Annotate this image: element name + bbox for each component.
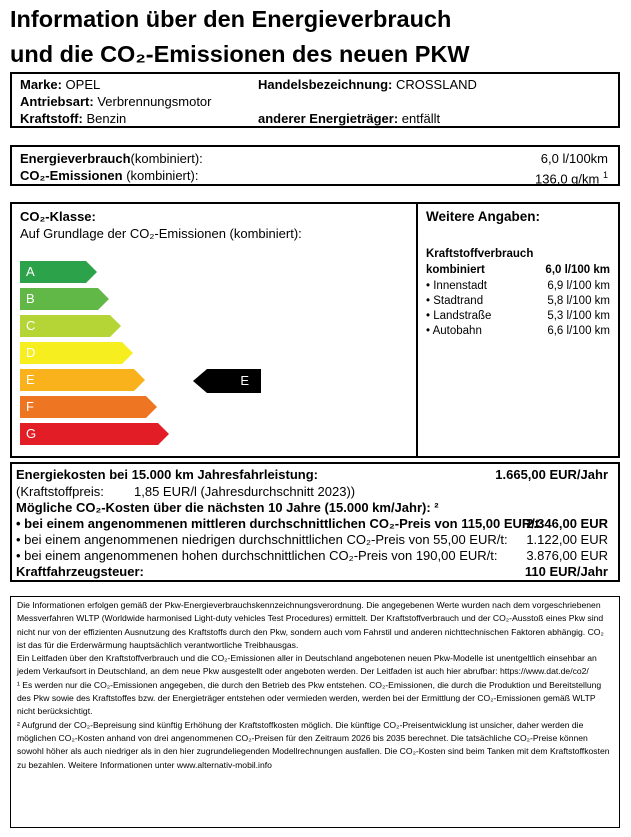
hoch-value: 3.876,00 EUR <box>526 548 608 563</box>
footer-paragraph-2: Ein Leitfaden über den Kraftstoffverbrauch und die CO₂-Emissionen aller in Deutschland angebotenen neuen Pkw-Modelle ist unentgeltlich einsehbar an jedem Verkaufsort in Deutschland, an dem neue Pkw ausgestellt oder angeboten werden. Der Leitfaden ist auch hier abrufbar: https://www.dat.de/co2/ <box>17 653 597 677</box>
kombiniert-value: 6,0 l/100 km <box>545 264 610 276</box>
weitere-item-label: • Innenstadt <box>426 280 487 292</box>
weitere-item-text: Autobahn <box>432 325 482 337</box>
anderer-label: anderer Energieträger: <box>258 111 399 126</box>
antrieb-label: Antriebsart: <box>20 94 94 109</box>
class-letter-c: C <box>26 318 36 333</box>
class-arrow-c <box>20 315 110 337</box>
energiekosten-label: Energiekosten bei 15.000 km Jahresfahrleistung: <box>16 467 319 482</box>
class-letter-d: D <box>26 345 36 360</box>
co2-value-wrap <box>535 167 608 187</box>
hoch-label: bei einem angenommenen hohen durchschnittlichen CO₂-Preis von 190,00 EUR/t: <box>24 548 498 563</box>
kraftstoffverbrauch-label: Kraftstoffverbrauch <box>426 248 534 260</box>
steuer-value: 110 EUR/Jahr <box>524 564 608 579</box>
class-letter-e: E <box>26 372 35 387</box>
niedrig-row: • bei einem angenommenen niedrigen durchschnittlichen CO₂-Preis von 55,00 EUR/t: <box>16 532 508 547</box>
energie-value: 6,0 l/100km <box>540 151 608 166</box>
weitere-title: Weitere Angaben: <box>426 209 541 224</box>
class-letter-g: G <box>26 426 37 441</box>
co2-class-label: CO₂-Klasse: <box>20 209 96 224</box>
co2kosten-label: Mögliche CO₂-Kosten über die nächsten 10 Jahre (15.000 km/Jahr): ² <box>16 500 439 515</box>
kraftstoff-label: Kraftstoff: <box>20 111 83 126</box>
vehicle-info-box <box>10 72 620 128</box>
mittel-value: 2.346,00 EUR <box>526 516 608 531</box>
class-letter-b: B <box>26 291 35 306</box>
title-line-2: und die CO₂-Emissionen des neuen PKW <box>10 41 470 67</box>
current-class-indicator <box>193 369 261 393</box>
co2-class-box <box>10 202 620 458</box>
niedrig-label: bei einem angenommenen niedrigen durchschnittlichen CO₂-Preis von 55,00 EUR/t: <box>24 532 508 547</box>
class-arrow-e <box>20 369 134 391</box>
class-letter-f: F <box>26 399 34 414</box>
class-arrow-f <box>20 396 146 418</box>
kraftstoff-value: Benzin <box>86 111 127 126</box>
kraftstoffpreis-value: 1,85 EUR/l (Jahresdurchschnitt 2023)) <box>134 484 356 499</box>
weitere-item-label: • Stadtrand <box>426 295 484 307</box>
weitere-item-value: 5,8 l/100 km <box>547 295 610 307</box>
class-arrow-a <box>20 261 86 283</box>
class-arrow-tip <box>86 261 97 283</box>
hoch-row: • bei einem angenommenen hohen durchschnittlichen CO₂-Preis von 190,00 EUR/t: <box>16 548 498 563</box>
class-arrow-d <box>20 342 122 364</box>
handel-row <box>258 76 477 93</box>
footer-paragraph-3: ¹ Es werden nur die CO₂-Emissionen angegeben, die durch den Betrieb des Pkw entstehen. CO₂-Emissionen, die durch die Produktion und Bereitstellung des Pkw sowie des Kraftstoffes bzw. der Energieträger entstehen oder vermieden werden, werden bei der Ermittlung der CO₂-Emissionen gemäß WLTP nicht berücksichtigt. <box>17 679 602 717</box>
class-arrow-g <box>20 423 158 445</box>
current-class-letter: E <box>207 369 261 393</box>
anderer-row <box>258 110 440 127</box>
antrieb-row <box>20 93 212 110</box>
mittel-row: • bei einem angenommenen mittleren durchschnittlichen CO₂-Preis von 115,00 EUR/t: <box>16 516 544 531</box>
footer-paragraph-1: Die Informationen erfolgen gemäß der Pkw-Energieverbrauchskennzeichnungsverordnung. Die angegebenen Werte wurden nach dem vorgeschriebenen Messverfahren WLTP (Worldwide harmonised Light-duty vehicles Test Procedures) ermittelt. Der Kraftstoffverbrauch und der CO₂-Ausstoß eines Pkw sind nicht nur von der effizienten Ausnutzung des Kraftstoffs durch den Pkw, sondern auch vom Fahrstil und anderen nichttechnischen Faktoren abhängig. CO₂ ist das für die Erderwärmung hauptsächlich verantwortliche Treibhausgas. <box>17 600 604 650</box>
consumption-box <box>10 145 620 186</box>
co2-value: 136,0 g/km <box>535 171 600 187</box>
kombiniert-label: kombiniert <box>426 264 485 276</box>
class-arrow-tip <box>146 396 157 418</box>
weitere-item-label: • Autobahn <box>426 325 482 337</box>
energie-row <box>20 150 203 167</box>
steuer-label: Kraftfahrzeugsteuer: <box>16 564 144 579</box>
anderer-value: entfällt <box>401 111 441 126</box>
class-arrow-tip <box>110 315 121 337</box>
marke-row <box>20 76 100 93</box>
class-arrow-tip <box>98 288 109 310</box>
mittel-label: bei einem angenommenen mittleren durchschnittlichen CO₂-Preis von 115,00 EUR/t: <box>24 516 544 531</box>
antrieb-value: Verbrennungsmotor <box>97 94 212 109</box>
marke-label: Marke: <box>20 77 62 92</box>
weitere-item-text: Innenstadt <box>433 280 487 292</box>
footer-text <box>17 599 613 772</box>
weitere-item-text: Stadtrand <box>433 295 484 307</box>
page-title <box>10 2 470 72</box>
costs-box <box>10 462 620 582</box>
co2-footnote-mark: 1 <box>602 170 608 180</box>
energiekosten-value: 1.665,00 EUR/Jahr <box>495 467 608 482</box>
footer-paragraph-4: ² Aufgrund der CO₂-Bepreisung sind künftig Erhöhung der Kraftstoffkosten möglich. Die künftige CO₂-Preisentwicklung ist unsicher, daher werden die möglichen CO₂-Kosten anhand von drei angenommenen CO₂-Preisen für den Zeitraum 2026 bis 2035 berechnet. Die tatsächliche CO₂-Preise können sowohl höher als auch niedriger als in den hier zugrundeliegenden Modellrechnungen ausfallen. Die CO₂-Kosten sind beim Tanken mit dem Kraftstoffkosten zu bezahlen. Weitere Informationen unter www.alternativ-mobil.info <box>17 719 610 770</box>
kraftstoff-row <box>20 110 126 127</box>
weitere-item-value: 6,9 l/100 km <box>547 280 610 292</box>
weitere-item-text: Landstraße <box>433 310 492 322</box>
co2-class-divider <box>416 204 418 456</box>
co2-class-sub: Auf Grundlage der CO₂-Emissionen (kombiniert): <box>20 226 302 241</box>
weitere-item-value: 5,3 l/100 km <box>547 310 610 322</box>
co2-label: CO₂-Emissionen <box>20 168 123 183</box>
co2-row <box>20 167 198 184</box>
class-arrow-b <box>20 288 98 310</box>
co2-suffix: (kombiniert): <box>122 168 199 183</box>
weitere-item-label: • Landstraße <box>426 310 492 322</box>
weitere-item-value: 6,6 l/100 km <box>547 325 610 337</box>
class-arrow-tip <box>158 423 169 445</box>
title-line-1: Information über den Energieverbrauch <box>10 6 452 32</box>
handel-value: CROSSLAND <box>395 77 477 92</box>
class-letter-a: A <box>26 264 35 279</box>
niedrig-value: 1.122,00 EUR <box>526 532 608 547</box>
marke-value: OPEL <box>65 77 101 92</box>
class-arrow-tip <box>134 369 145 391</box>
handel-label: Handelsbezeichnung: <box>258 77 393 92</box>
class-arrow-tip <box>122 342 133 364</box>
energie-label: Energieverbrauch <box>20 151 131 166</box>
footer-box <box>10 596 620 828</box>
energie-suffix: (kombiniert): <box>130 151 203 166</box>
kraftstoffpreis-label: (Kraftstoffpreis: <box>16 484 104 499</box>
